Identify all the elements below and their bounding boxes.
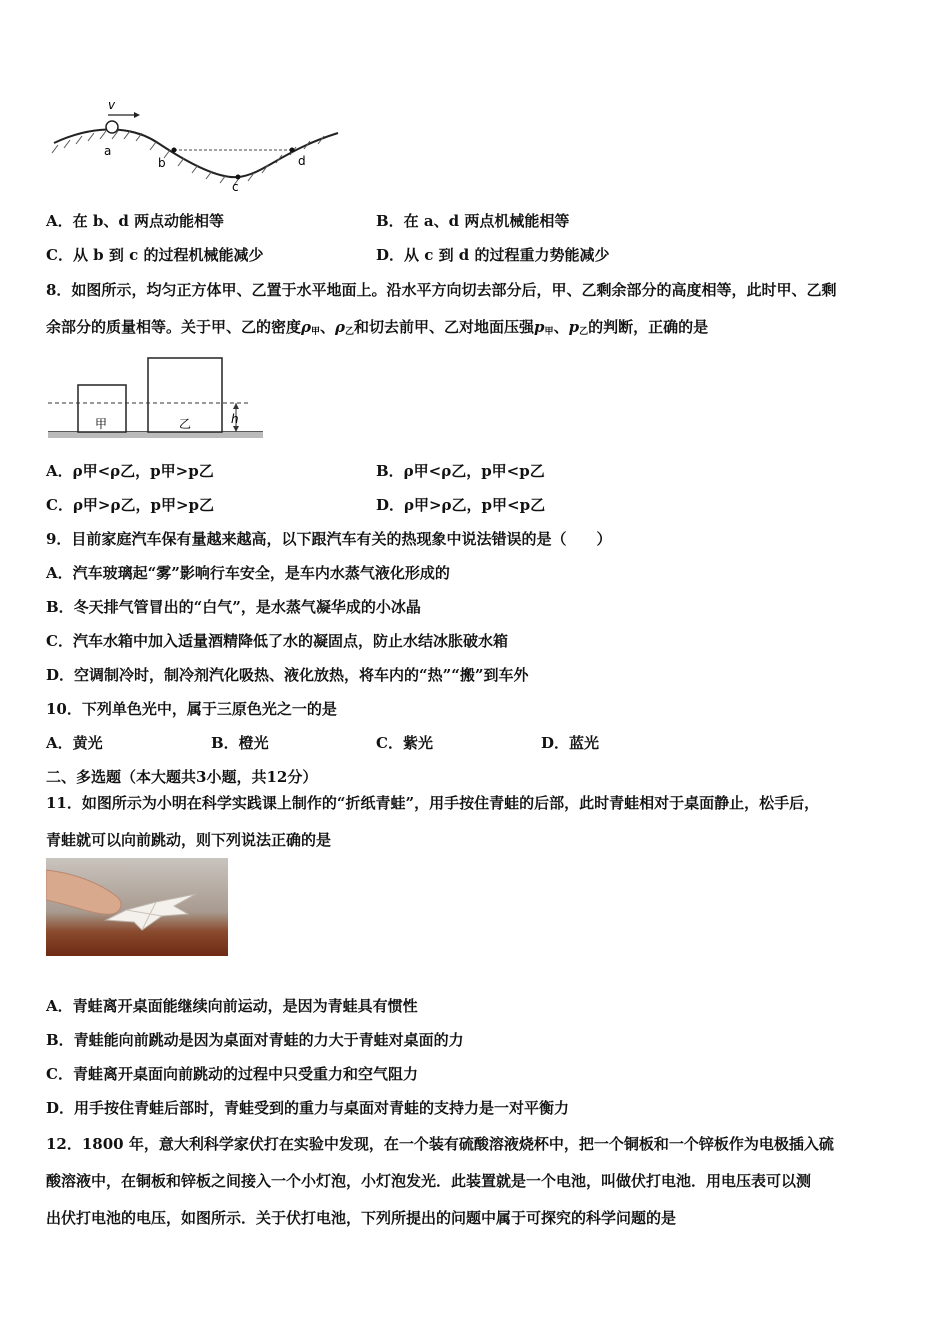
q9-option-b: B．冬天排气管冒出的“白气”，是水蒸气凝华成的小冰晶 (46, 598, 421, 616)
cubes-figure (48, 352, 268, 444)
q9-option-d: D．空调制冷时，制冷剂汽化吸热、液化放热，将车内的“热”“搬”到车外 (46, 666, 529, 684)
q9-stem: 9．目前家庭汽车保有量越来越高，以下跟汽车有关的热现象中说法错误的是（ ） (46, 530, 612, 548)
label-b: b (158, 156, 166, 170)
label-d: d (298, 154, 306, 168)
q7-option-a: A．在 b、d 两点动能相等 (46, 212, 225, 230)
paper-frog-photo (46, 858, 228, 956)
section-heading: 二、多选题（本大题共3小题，共12分） (46, 768, 318, 786)
q10-option-a: A．黄光 (46, 734, 103, 752)
point-c (236, 175, 241, 180)
q11-stem-line2: 青蛙就可以向前跳动，则下列说法正确的是 (46, 831, 332, 849)
q7-option-c: C．从 b 到 c 的过程机械能减少 (46, 246, 264, 264)
q11-option-a: A．青蛙离开桌面能继续向前运动，是因为青蛙具有惯性 (46, 997, 418, 1015)
label-a: a (104, 144, 112, 158)
q10-stem: 10．下列单色光中，属于三原色光之一的是 (46, 700, 337, 718)
h-arrow-bottom (233, 426, 239, 432)
q8-option-b: B．ρ甲<ρ乙，p甲<p乙 (376, 462, 545, 480)
ground-hatch (48, 432, 263, 438)
q11-option-d: D．用手按住青蛙后部时，青蛙受到的重力与桌面对青蛙的支持力是一对平衡力 (46, 1099, 570, 1117)
label-v: v (108, 98, 116, 112)
label-yi: 乙 (179, 417, 192, 431)
ball (106, 121, 118, 133)
track-curve (54, 129, 338, 177)
q10-option-c: C．紫光 (376, 734, 433, 752)
q12-stem-line3: 出伏打电池的电压，如图所示．关于伏打电池，下列所提出的问题中属于可探究的科学问题的是 (46, 1209, 677, 1227)
q7-option-d: D．从 c 到 d 的过程重力势能减少 (376, 246, 610, 264)
q11-stem-line1: 11．如图所示为小明在科学实践课上制作的“折纸青蛙”，用手按住青蛙的后部，此时青蛙相对于桌面静止，松手后， (46, 794, 820, 812)
q11-option-c: C．青蛙离开桌面向前跳动的过程中只受重力和空气阻力 (46, 1065, 418, 1083)
label-c: c (232, 180, 239, 194)
q9-option-a: A．汽车玻璃起“雾”影响行车安全，是车内水蒸气液化形成的 (46, 564, 450, 582)
q8-option-a: A．ρ甲<ρ乙，p甲>p乙 (46, 462, 214, 480)
label-h: h (231, 412, 239, 426)
q8-option-d: D．ρ甲>ρ乙，p甲<p乙 (376, 496, 546, 514)
q12-stem-line1: 12．1800 年，意大利科学家伏打在实验中发现，在一个装有硫酸溶液烧杯中，把一个铜板和一个锌板作为电极插入硫 (46, 1135, 834, 1153)
label-jia: 甲 (95, 417, 108, 431)
point-b (172, 148, 177, 153)
q7-option-b: B．在 a、d 两点机械能相等 (376, 212, 570, 230)
q8-stem-line1: 8．如图所示，均匀正方体甲、乙置于水平地面上。沿水平方向切去部分后，甲、乙剩余部分的高度相等，此时甲、乙剩 (46, 281, 837, 299)
velocity-arrowhead (134, 112, 140, 118)
q9-option-c: C．汽车水箱中加入适量酒精降低了水的凝固点，防止水结冰胀破水箱 (46, 632, 508, 650)
track-figure (48, 95, 348, 195)
point-d (290, 148, 295, 153)
q10-option-b: B．橙光 (211, 734, 269, 752)
h-arrow-top (233, 403, 239, 409)
q8-option-c: C．ρ甲>ρ乙，p甲>p乙 (46, 496, 215, 514)
q10-option-d: D．蓝光 (541, 734, 600, 752)
q12-stem-line2: 酸溶液中，在铜板和锌板之间接入一个小灯泡，小灯泡发光．此装置就是一个电池，叫做伏打电池．用电压表可以测 (46, 1172, 812, 1190)
q8-stem-line2: 余部分的质量相等。关于甲、乙的密度$\rho_甲$、$\rho_乙$和切去前甲、乙对地面压强$p_甲$、$p_乙$的判断，正确的是 (46, 318, 709, 337)
q11-option-b: B．青蛙能向前跳动是因为桌面对青蛙的力大于青蛙对桌面的力 (46, 1031, 464, 1049)
